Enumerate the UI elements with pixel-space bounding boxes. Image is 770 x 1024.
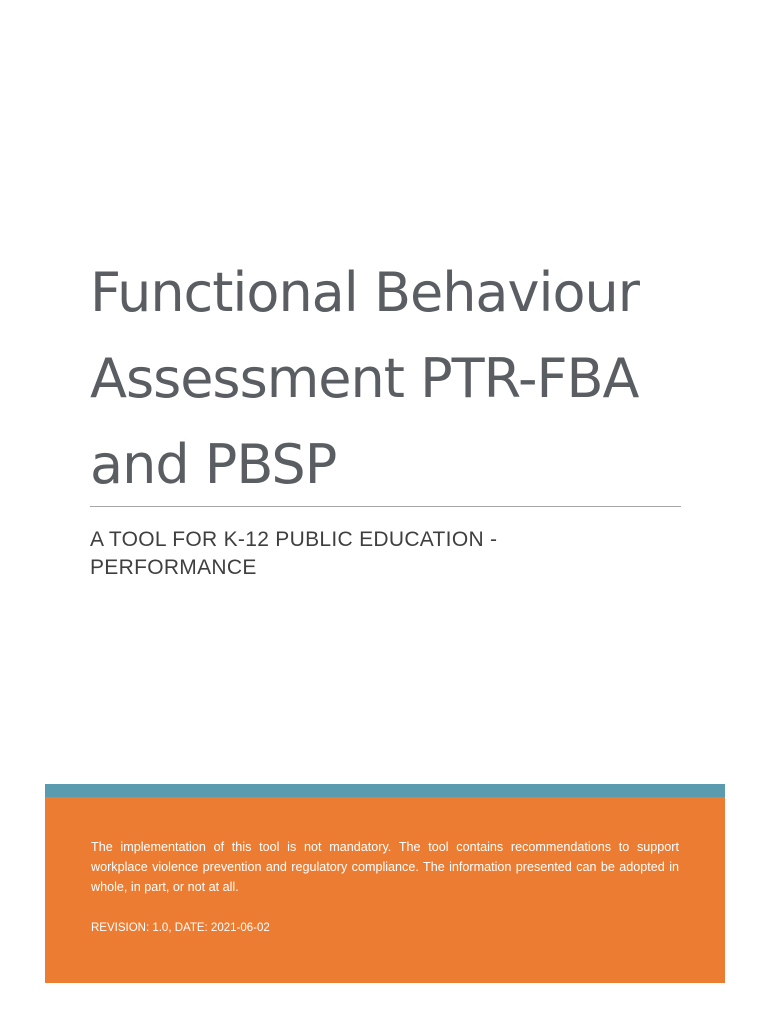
document-subtitle	[90, 526, 690, 582]
document-title	[90, 250, 710, 508]
disclaimer-panel	[45, 797, 725, 983]
title-line-3: and PBSP	[90, 433, 337, 496]
disclaimer-text: The implementation of this tool is not mandatory. The tool contains recommendations to support workplace violence prevention and regulatory compliance. The information presented can be adopted in whole, in part, or not at all.	[91, 840, 679, 894]
subtitle-line-1: A TOOL FOR K-12 PUBLIC EDUCATION -	[90, 528, 498, 551]
subtitle-line-2: PERFORMANCE	[90, 556, 257, 579]
title-line-1: Functional Behaviour	[90, 261, 639, 324]
accent-band	[45, 784, 725, 797]
revision-date: REVISION: 1.0, DATE: 2021-06-02	[91, 922, 270, 934]
title-line-2: Assessment PTR-FBA	[90, 347, 639, 410]
title-divider	[90, 506, 681, 507]
